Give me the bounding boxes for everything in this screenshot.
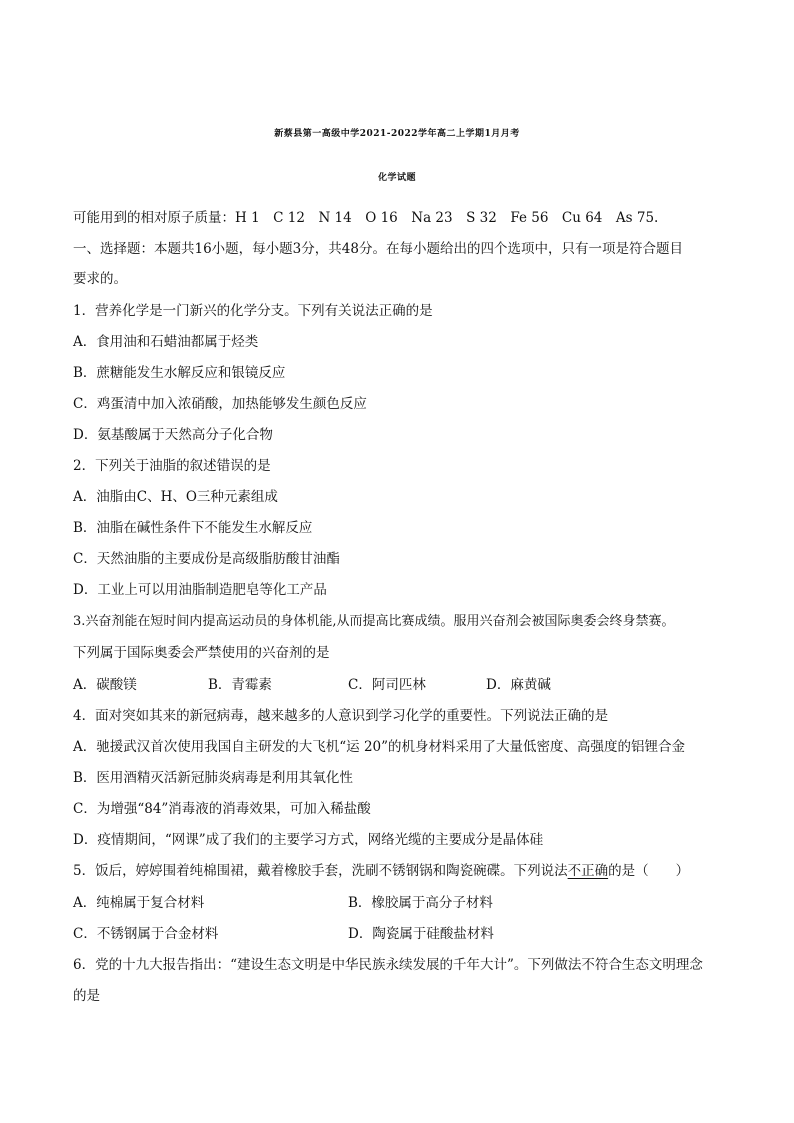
- question-5-option-b: B．橡胶属于高分子材料: [348, 895, 493, 911]
- question-5-option-a: A．纯棉属于复合材料: [73, 895, 205, 911]
- question-5-option-d: D．陶瓷属于硅酸盐材料: [348, 926, 494, 942]
- question-5-stem-underlined: 不正确: [567, 863, 609, 879]
- question-4-option-d: D．疫情期间，“网课”成了我们的主要学习方式，网络光缆的主要成分是晶体硅: [73, 832, 544, 848]
- question-5-stem-post: 的是（ ）: [608, 863, 690, 879]
- document-subtitle: 化学试题: [377, 173, 416, 183]
- question-2-option-b: B．油脂在碱性条件下不能发生水解反应: [73, 520, 313, 536]
- question-1-option-a: A．食用油和石蜡油都属于烃类: [73, 334, 259, 350]
- question-3-option-c: C．阿司匹林: [348, 677, 426, 693]
- section-intro-line2: 要求的。: [73, 271, 127, 287]
- question-4-option-a: A．驰援武汉首次使用我国自主研发的大飞机“运 20”的机身材料采用了大量低密度、高强度的铝锂合金: [73, 739, 686, 755]
- question-2-option-c: C．天然油脂的主要成份是高级脂肪酸甘油酯: [73, 551, 340, 567]
- question-2-stem: 2．下列关于油脂的叙述错误的是: [73, 458, 271, 474]
- question-1-option-d: D．氨基酸属于天然高分子化合物: [73, 427, 273, 443]
- question-3-option-b: B．青霉素: [208, 677, 272, 693]
- question-2-option-d: D．工业上可以用油脂制造肥皂等化工产品: [73, 582, 327, 598]
- question-1-option-c: C．鸡蛋清中加入浓硝酸，加热能够发生颜色反应: [73, 396, 367, 412]
- question-6-stem-line2: 的是: [73, 988, 100, 1004]
- question-5-option-c: C．不锈钢属于合金材料: [73, 926, 219, 942]
- question-5-stem: [73, 862, 689, 880]
- question-4-option-c: C．为增强“84”消毒液的消毒效果，可加入稀盐酸: [73, 801, 371, 817]
- question-3-option-d: D．麻黄碱: [486, 677, 551, 693]
- question-3-stem-line1: 3.兴奋剂能在短时间内提高运动员的身体机能,从而提高比赛成绩。服用兴奋剂会被国际奥委会终身禁赛。: [73, 614, 675, 629]
- question-1-option-b: B．蔗糖能发生水解反应和银镜反应: [73, 365, 286, 381]
- document-title: 新蔡县第一高级中学2021-2022学年高二上学期1月月考: [274, 129, 520, 139]
- question-4-stem: 4．面对突如其来的新冠病毒，越来越多的人意识到学习化学的重要性。下列说法正确的是: [73, 708, 609, 724]
- question-3-option-a: A．碳酸镁: [73, 677, 137, 693]
- question-1-stem: 1．营养化学是一门新兴的化学分支。下列有关说法正确的是: [73, 303, 433, 319]
- atomic-masses-line: 可能用到的相对原子质量：H 1 C 12 N 14 O 16 Na 23 S 32 Fe 56 Cu 64 As 75.: [73, 210, 659, 226]
- question-2-option-a: A．油脂由C、H、O三种元素组成: [73, 489, 278, 505]
- question-3-stem-line2: 下列属于国际奥委会严禁使用的兴奋剂的是: [73, 645, 330, 661]
- question-5-stem-pre: 5．饭后，婷婷围着纯棉围裙，戴着橡胶手套，洗刷不锈钢锅和陶瓷碗碟。下列说法: [73, 863, 568, 879]
- question-6-stem-line1: 6．党的十九大报告指出：“建设生态文明是中华民族永续发展的千年大计”。下列做法不符合生态文明理念: [73, 957, 703, 973]
- question-4-option-b: B．医用酒精灭活新冠肺炎病毒是利用其氧化性: [73, 770, 353, 786]
- section-intro-line1: 一、选择题：本题共16小题，每小题3分，共48分。在每小题给出的四个选项中，只有一项是符合题目: [73, 241, 683, 257]
